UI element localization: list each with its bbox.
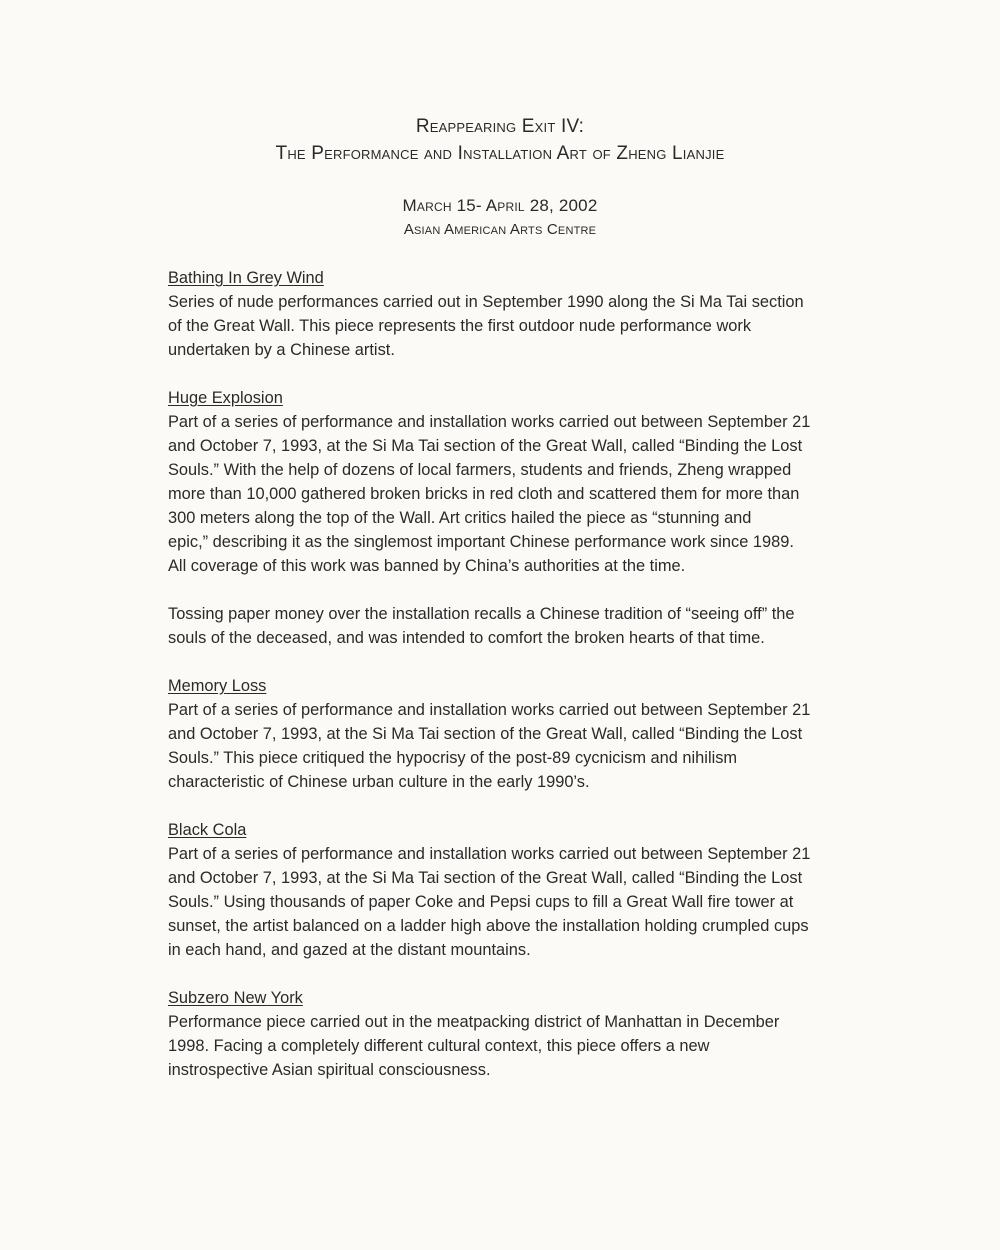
entry-line: souls of the deceased, and was intended to comfort the broken hearts of that time. <box>168 629 765 647</box>
entry-line: Series of nude performances carried out in September 1990 along the Si Ma Tai section <box>168 293 804 311</box>
entry-title: Huge Explosion <box>168 389 283 407</box>
entry-line: and October 7, 1993, at the Si Ma Tai section of the Great Wall, called “Binding the Lost <box>168 725 803 743</box>
entry-line: undertaken by a Chinese artist. <box>168 341 395 359</box>
entry-title: Memory Loss <box>168 677 267 695</box>
entry-title: Black Cola <box>168 821 247 839</box>
entry-title: Bathing In Grey Wind <box>168 269 324 287</box>
entry-line: Part of a series of performance and installation works carried out between September 21 <box>168 413 811 431</box>
paragraph-gap <box>168 578 868 602</box>
entry-line: epic,” describing it as the singlemost important Chinese performance work since 1989. <box>168 533 794 551</box>
entry-huge-explosion <box>168 386 868 650</box>
entry-line: Souls.” With the help of dozens of local farmers, students and friends, Zheng wrapped <box>168 461 792 479</box>
document-body <box>168 266 868 1082</box>
entry-line: instrospective Asian spiritual consciousness. <box>168 1061 491 1079</box>
entry-line: more than 10,000 gathered broken bricks in red cloth and scattered them for more than <box>168 485 800 503</box>
entry-line: Part of a series of performance and installation works carried out between September 21 <box>168 845 811 863</box>
entry-line: 300 meters along the top of the Wall. Art critics hailed the piece as “stunning and <box>168 509 752 527</box>
entry-line: and October 7, 1993, at the Si Ma Tai section of the Great Wall, called “Binding the Lost <box>168 437 803 455</box>
entry-line: of the Great Wall. This piece represents the first outdoor nude performance work <box>168 317 752 335</box>
entry-line: in each hand, and gazed at the distant mountains. <box>168 941 531 959</box>
entry-line: All coverage of this work was banned by China’s authorities at the time. <box>168 557 686 575</box>
title-line-2: The Performance and Installation Art of Zheng Lianjie <box>275 143 725 164</box>
entry-subzero-new-york <box>168 986 868 1082</box>
entry-black-cola <box>168 818 868 962</box>
entry-memory-loss <box>168 674 868 794</box>
entry-title: Subzero New York <box>168 989 303 1007</box>
exhibition-venue: Asian American Arts Centre <box>403 221 597 238</box>
entry-line: 1998. Facing a completely different cultural context, this piece offers a new <box>168 1037 710 1055</box>
entry-line: and October 7, 1993, at the Si Ma Tai section of the Great Wall, called “Binding the Lost <box>168 869 803 887</box>
exhibition-dates: March 15- April 28, 2002 <box>402 196 598 215</box>
entry-bathing-in-grey-wind <box>168 266 868 362</box>
entry-line: Souls.” Using thousands of paper Coke and Pepsi cups to fill a Great Wall fire tower at <box>168 893 794 911</box>
entry-line: Part of a series of performance and installation works carried out between September 21 <box>168 701 811 719</box>
entry-line: characteristic of Chinese urban culture in the early 1990’s. <box>168 773 590 791</box>
entry-line: Souls.” This piece critiqued the hypocrisy of the post-89 cycnicism and nihilism <box>168 749 738 767</box>
title-line-1: Reappearing Exit IV: <box>415 116 585 137</box>
entry-line: sunset, the artist balanced on a ladder high above the installation holding crumpled cups <box>168 917 809 935</box>
entry-line: Tossing paper money over the installation recalls a Chinese tradition of “seeing off” the <box>168 605 795 623</box>
entry-line: Performance piece carried out in the meatpacking district of Manhattan in December <box>168 1013 780 1031</box>
